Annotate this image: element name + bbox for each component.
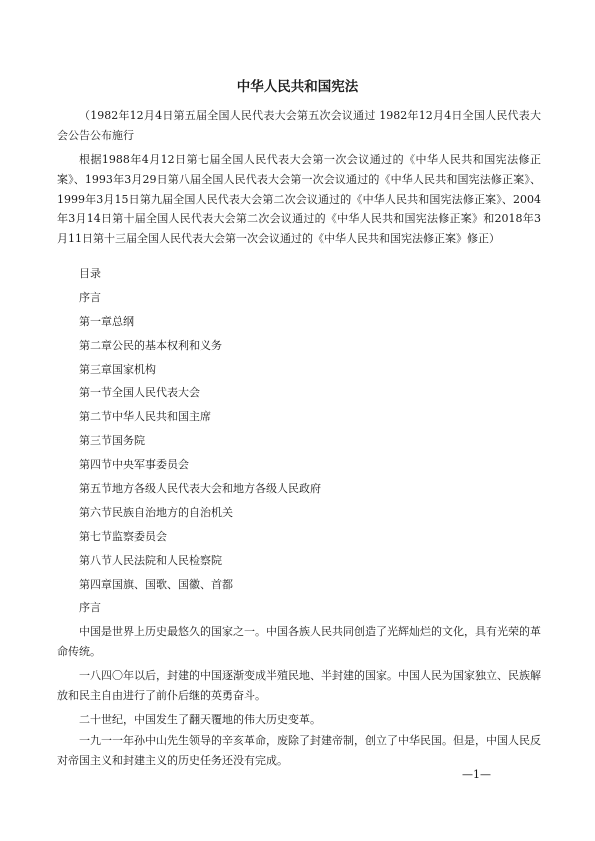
toc-item: 第四节中央军事委员会 [79, 458, 189, 472]
body-paragraph: 一九一一年孙中山先生领导的辛亥革命，废除了封建帝制，创立了中华民国。但是，中国人民反对帝国主义和封建主义的历史任务还没有完成。 [57, 734, 541, 767]
toc-item: 第三章国家机构 [79, 362, 156, 376]
amendment-note: 根据1988年4月12日第七届全国人民代表大会第一次会议通过的《中华人民共和国宪法修正案》、1993年3月29日第八届全国人民代表大会第一次会议通过的《中华人民共和国宪法修正案》、1999年3月15日第九届全国人民代表大会第二次会议通过的《中华人民共和国宪法修正案》、2004年3月14日第十届全国人民代表大会第二次会议通过的《中华人民共和国宪法修正案》和2018年3月11日第十三届全国人民代表大会第一次会议通过的《中华人民共和国宪法修正案》修正） [57, 153, 541, 246]
preamble-heading: 序言 [79, 601, 101, 615]
document-title: 中华人民共和国宪法 [236, 79, 359, 95]
toc-item: 第二节中华人民共和国主席 [79, 410, 211, 424]
toc-item: 序言 [79, 290, 101, 304]
toc-item: 第一节全国人民代表大会 [79, 386, 200, 400]
toc-heading: 目录 [79, 267, 101, 280]
body-paragraph: 二十世纪，中国发生了翻天覆地的伟大历史变革。 [79, 713, 321, 726]
body-paragraph: 一八四〇年以后，封建的中国逐渐变成半殖民地、半封建的国家。中国人民为国家独立、民族解放和民主自由进行了前仆后继的英勇奋斗。 [57, 669, 541, 702]
toc-item: 第四章国旗、国歌、国徽、首都 [79, 577, 233, 591]
toc-item: 第六节民族自治地方的自治机关 [79, 505, 233, 519]
toc-item: 第三节国务院 [79, 434, 145, 448]
toc-item: 第五节地方各级人民代表大会和地方各级人民政府 [79, 482, 321, 496]
toc-item: 第七节监察委员会 [79, 529, 167, 543]
toc-item: 第八节人民法院和人民检察院 [79, 553, 222, 567]
toc-item: 第二章公民的基本权利和义务 [79, 338, 222, 352]
page-number: —1— [462, 768, 491, 781]
table-of-contents [79, 264, 321, 622]
body-paragraph: 中国是世界上历史最悠久的国家之一。中国各族人民共同创造了光辉灿烂的文化，具有光荣的革命传统。 [57, 625, 541, 658]
toc-item: 第一章总纲 [79, 314, 134, 328]
adoption-note: （1982年12月4日第五届全国人民代表大会第五次会议通过 1982年12月4日全国人民代表大会公告公布施行 [57, 109, 541, 142]
